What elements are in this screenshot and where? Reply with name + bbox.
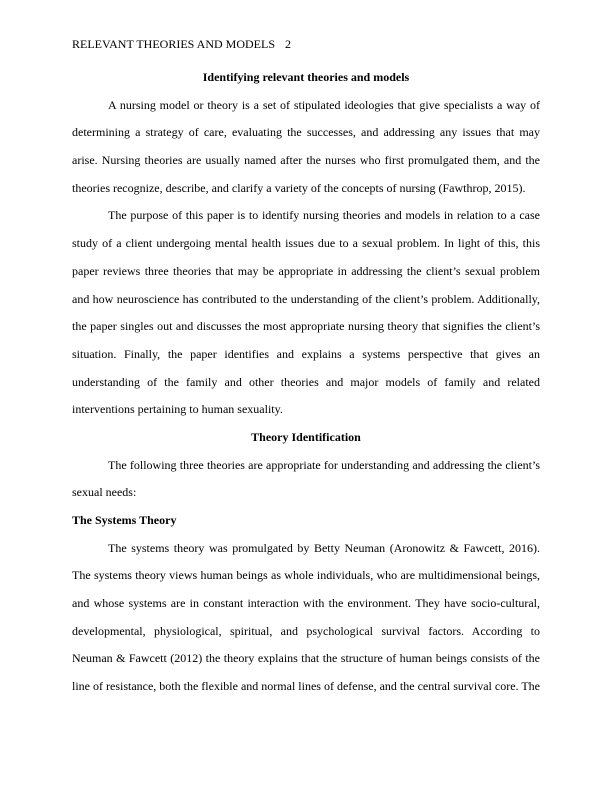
para2-line: interventions pertaining to human sexuality. bbox=[72, 402, 283, 417]
para4-line: line of resistance, both the flexible and normal lines of defense, and the central survival core. The bbox=[72, 679, 540, 694]
para4-line: The systems theory views human beings as whole individuals, who are multidimensional beings, bbox=[72, 568, 540, 583]
body-text bbox=[72, 64, 540, 701]
theory-identification-heading: Theory Identification bbox=[251, 429, 361, 444]
para1-line: determining a strategy of care, evaluating the successes, and addressing any issues that may bbox=[72, 125, 540, 140]
para1-line: arise. Nursing theories are usually named after the nurses who first promulgated them, and the bbox=[72, 153, 540, 168]
para1-line: A nursing model or theory is a set of stipulated ideologies that give specialists a way of bbox=[108, 97, 540, 112]
systems-theory-subheading: The Systems Theory bbox=[72, 513, 177, 527]
para3-line: sexual needs: bbox=[72, 485, 137, 500]
para2-line: the paper singles out and discusses the most appropriate nursing theory that signifies the client’s bbox=[72, 319, 540, 334]
para1-line: theories recognize, describe, and clarify a variety of the concepts of nursing (Fawthrop, 2015). bbox=[72, 180, 526, 195]
section-title: Identifying relevant theories and models bbox=[202, 70, 410, 84]
para2-line: and how neuroscience has contributed to the understanding of the client’s problem. Additionally, bbox=[72, 291, 540, 306]
page-number: 2 bbox=[285, 37, 292, 51]
para2-line: situation. Finally, the paper identifies and explains a systems perspective that gives an bbox=[72, 346, 540, 361]
running-head-title: RELEVANT THEORIES AND MODELS bbox=[72, 37, 276, 51]
para4-line: The systems theory was promulgated by Betty Neuman (Aronowitz & Fawcett, 2016). bbox=[108, 540, 540, 555]
para4-line: developmental, physiological, spiritual, and psychological survival factors. According to bbox=[72, 623, 540, 638]
running-head bbox=[72, 36, 291, 52]
para2-line: The purpose of this paper is to identify nursing theories and models in relation to a case bbox=[108, 208, 540, 223]
para3-line: The following three theories are appropriate for understanding and addressing the client’s bbox=[108, 457, 540, 472]
para2-line: study of a client undergoing mental health issues due to a sexual problem. In light of this, this bbox=[72, 236, 540, 251]
para4-line: and whose systems are in constant interaction with the environment. They have socio-cultural, bbox=[72, 596, 540, 611]
para4-line: Neuman & Fawcett (2012) the theory explains that the structure of human beings consists of the bbox=[72, 651, 540, 666]
para2-line: understanding of the family and other theories and major models of family and related bbox=[72, 374, 540, 389]
para2-line: paper reviews three theories that may be appropriate in addressing the client’s sexual problem bbox=[72, 263, 540, 278]
